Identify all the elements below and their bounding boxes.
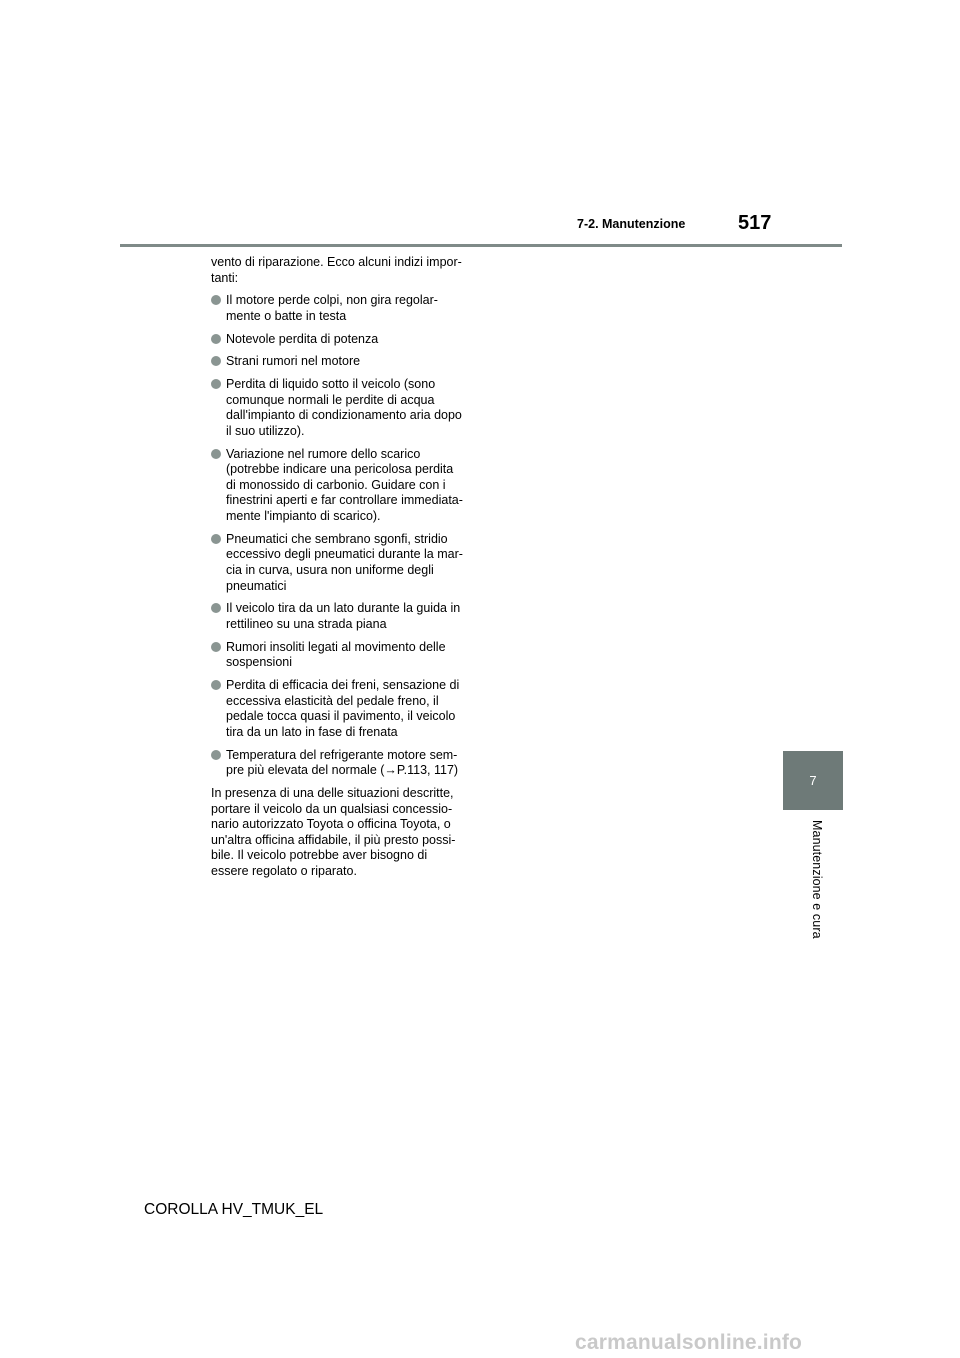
- list-item: [211, 532, 473, 594]
- chapter-title: Manutenzione e cura: [810, 820, 824, 939]
- bullet-icon: [211, 334, 221, 344]
- list-item-text: Variazione nel rumore dello scarico (potrebbe indicare una pericolosa perdita di monossido di carbonio. Guidare con i finestrini aperti e far controllare immediata- mente l'impianto di scarico).: [226, 446, 463, 524]
- list-item-text: Temperatura del refrigerante motore sem- pre più elevata del normale (→P.113, 117): [226, 747, 459, 778]
- list-item: [211, 293, 473, 324]
- bullet-icon: [211, 642, 221, 652]
- watermark: carmanualsonline.info: [575, 1331, 803, 1354]
- chapter-number: 7: [809, 773, 817, 788]
- list-item: [211, 601, 473, 632]
- document-code: COROLLA HV_TMUK_EL: [144, 1201, 324, 1218]
- list-item: [211, 354, 473, 370]
- list-item-text: Strani rumori nel motore: [226, 354, 361, 369]
- bullet-icon: [211, 295, 221, 305]
- closing-paragraph: In presenza di una delle situazioni descritte, portare il veicolo da un qualsiasi concessio- nario autorizzato Toyota o officina Toyota, o un'altra officina affidabile, il più presto possi- bile. Il veicolo potrebbe aver bisogno di essere regolato o riparato.: [211, 786, 456, 879]
- bullet-icon: [211, 534, 221, 544]
- main-text: [211, 255, 473, 880]
- list-item-text: Perdita di liquido sotto il veicolo (sono comunque normali le perdite di acqua dall'impianto di condizionamento aria dopo il suo utilizzo).: [226, 377, 462, 438]
- list-item: [211, 640, 473, 671]
- bullet-icon: [211, 356, 221, 366]
- list-item: [211, 748, 473, 779]
- list-item-text: Rumori insoliti legati al movimento delle sospensioni: [226, 639, 446, 670]
- bullet-icon: [211, 603, 221, 613]
- symptom-list: [211, 293, 473, 779]
- list-item-text: Perdita di efficacia dei freni, sensazione di eccessiva elasticità del pedale freno, il pedale tocca quasi il pavimento, il veicolo tira da un lato in fase di frenata: [226, 678, 460, 739]
- page-number: 517: [738, 212, 772, 234]
- list-item: [211, 678, 473, 740]
- bullet-icon: [211, 680, 221, 690]
- chapter-tab: [783, 751, 843, 810]
- section-title: 7-2. Manutenzione: [577, 217, 686, 231]
- bullet-icon: [211, 750, 221, 760]
- bullet-icon: [211, 379, 221, 389]
- intro-paragraph: vento di riparazione. Ecco alcuni indizi impor- tanti:: [211, 255, 462, 285]
- list-item: [211, 377, 473, 439]
- list-item: [211, 332, 473, 348]
- list-item: [211, 447, 473, 525]
- list-item-text: Notevole perdita di potenza: [226, 331, 379, 346]
- list-item-text: Pneumatici che sembrano sgonfi, stridio eccessivo degli pneumatici durante la mar- cia in curva, usura non uniforme degli pneumatici: [226, 531, 463, 593]
- list-item-text: Il veicolo tira da un lato durante la guida in rettilineo su una strada piana: [226, 601, 461, 631]
- list-item-text: Il motore perde colpi, non gira regolar- mente o batte in testa: [226, 293, 438, 323]
- bullet-icon: [211, 449, 221, 459]
- header-divider: [120, 244, 842, 247]
